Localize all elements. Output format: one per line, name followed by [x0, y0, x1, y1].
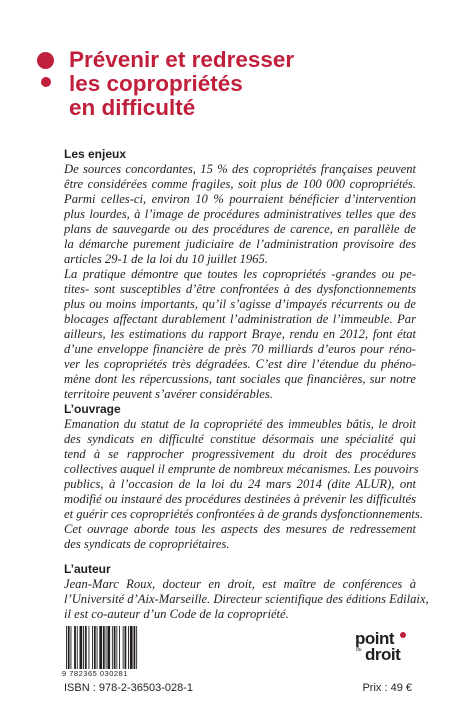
text-line: d’une enveloppe financière de près 70 milliards d’euros pour réno- [64, 342, 416, 356]
text-line: être considérées comme fragiles, soit plus de 100 000 copropriétés. [64, 177, 416, 191]
section-heading: Les enjeux [64, 147, 127, 161]
text-line: Parmi celles-ci, environ 10 % pourraient bénéficier d’intervention [64, 192, 416, 206]
text-line: plans de sauvegarde ou des procédures de carence, en parallèle de [64, 222, 416, 236]
text-line: l’Université d’Aix-Marseille. Directeur scientifique des éditions Edilaix, [64, 592, 429, 606]
text-line: plus lourdes, à l’image de procédures administratives telles que des [64, 207, 416, 221]
text-line: De sources concordantes, 15 % des copropriétés françaises peuvent [64, 162, 416, 176]
logo-word-point: point [355, 629, 395, 648]
text-line: modifié ou instauré des procédures destinées à prévenir les difficultés [64, 492, 416, 506]
price-label: Prix : 49 € [362, 682, 412, 694]
text-line: et guérir ces copropriétés confrontées à de grands dysfonctionnements. [64, 507, 423, 521]
title-line: en difficulté [69, 95, 196, 120]
section-ouvrage [64, 402, 423, 552]
text-line: la démarche purement judiciaire de l’administration provisoire des [64, 237, 416, 251]
section-heading: L’ouvrage [64, 402, 121, 416]
text-line: La pratique démontre que toutes les copropriétés -grandes ou pe- [64, 267, 416, 281]
text-line: tites- sont susceptibles d’être confrontées à des dysfonctionnements [64, 282, 416, 296]
logo-dot-icon [400, 632, 406, 638]
text-line: articles 29-1 de la loi du 10 juillet 1965. [64, 252, 268, 266]
barcode-number: 9 782365 030281 [62, 669, 128, 678]
book-title [69, 48, 294, 120]
publisher-logo [355, 630, 415, 670]
text-line: collectives auquel il emprunte de nombreux mécanismes. Les pouvoirs [64, 462, 419, 476]
text-line: blocages affectant durablement l’administration de l’immeuble. Par [64, 312, 416, 326]
logo-word-du: du [356, 647, 362, 653]
red-dot-small [41, 77, 51, 87]
decorative-dots [36, 45, 56, 105]
text-line: Emanation du statut de la copropriété des immeubles bâtis, le droit [64, 417, 416, 431]
barcode-icon [64, 626, 169, 669]
title-line: Prévenir et redresser [69, 47, 295, 72]
text-line: ailleurs, les estimations du rapport Braye, rendu en 2012, font état [64, 327, 416, 341]
text-line: territoire peuvent s’avérer considérables. [64, 387, 273, 401]
text-line: Jean-Marc Roux, docteur en droit, est maître de conférences à [64, 577, 416, 591]
text-line: ver les copropriétés très dégradées. C’est dire l’étendue du phéno- [64, 357, 416, 371]
red-dot-large [37, 52, 54, 69]
text-line: tend à se rapprocher progressivement du droit des procédures [64, 447, 416, 461]
text-line: des syndicats en difficulté constitue désormais une spécialité qui [64, 432, 416, 446]
text-line: des syndicats de copropriétaires. [64, 537, 230, 551]
section-auteur [64, 562, 429, 622]
text-line: plus ou moins importants, qu’il s’agisse d’impayés récurrents ou de [64, 297, 416, 311]
title-line: les copropriétés [69, 71, 243, 96]
text-line: mène dont les répercussions, tant sociales que financières, sur notre [64, 372, 416, 386]
isbn-label: ISBN : 978-2-36503-028-1 [64, 682, 194, 694]
text-line: il est co-auteur d’un Code de la copropriété. [64, 607, 289, 621]
text-line: publics, à l’occasion de la loi du 24 mars 2014 (dite ALUR), ont [64, 477, 416, 491]
section-enjeux [64, 147, 416, 402]
section-heading: L’auteur [64, 562, 111, 576]
text-line: Cet ouvrage aborde tous les aspects des mesures de redressement [64, 522, 416, 536]
logo-word-droit: droit [365, 645, 401, 664]
